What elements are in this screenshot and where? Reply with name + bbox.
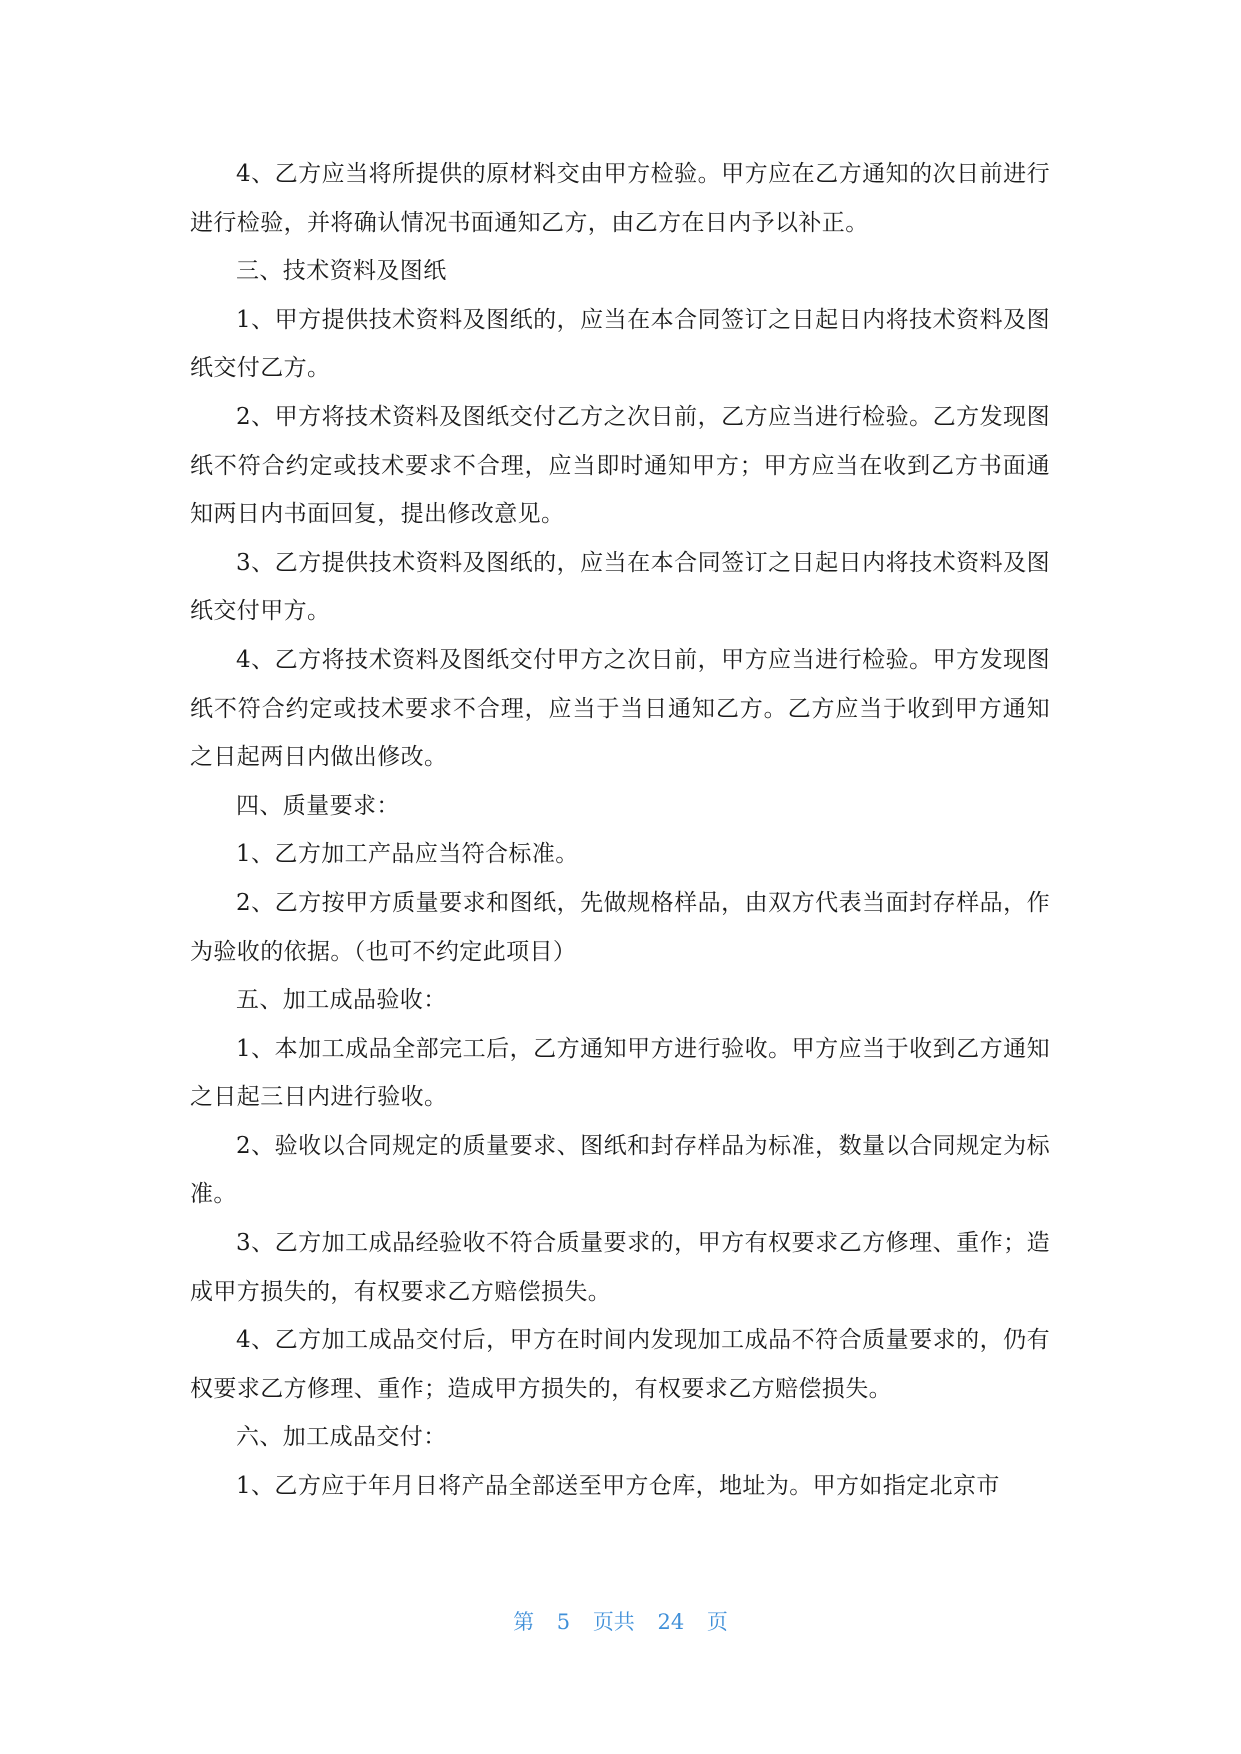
footer-suffix: 页 — [706, 1610, 728, 1634]
section-heading-quality: 四、质量要求： — [236, 792, 400, 819]
paragraph-quality-standard: 1、乙方加工产品应当符合标准。 — [236, 841, 579, 868]
page-footer — [0, 1606, 1241, 1636]
document-body — [190, 150, 1050, 1511]
footer-prefix: 第 — [513, 1610, 535, 1634]
footer-page-number: 5 — [556, 1610, 571, 1634]
paragraph-post-delivery-defects: 4、乙方加工成品交付后，甲方在时间内发现加工成品不符合质量要求的，仍有权要求乙方修理、重作；造成甲方损失的，有权要求乙方赔偿损失。 — [190, 1327, 1050, 1402]
paragraph-party-a-provides-drawings: 1、甲方提供技术资料及图纸的，应当在本合同签订之日起日内将技术资料及图纸交付乙方。 — [190, 306, 1050, 382]
paragraph-acceptance-notice: 1、本加工成品全部完工后，乙方通知甲方进行验收。甲方应当于收到乙方通知之日起三日内进行验收。 — [190, 1035, 1050, 1111]
section-heading-delivery: 六、加工成品交付： — [236, 1424, 447, 1451]
footer-total-pages: 24 — [657, 1610, 685, 1634]
section-heading-acceptance: 五、加工成品验收： — [236, 987, 447, 1014]
paragraph-quality-samples: 2、乙方按甲方质量要求和图纸，先做规格样品，由双方代表当面封存样品，作为验收的依据。（也可不约定此项目） — [190, 889, 1050, 965]
paragraph-acceptance-failure: 3、乙方加工成品经验收不符合质量要求的，甲方有权要求乙方修理、重作；造成甲方损失的，有权要求乙方赔偿损失。 — [190, 1230, 1050, 1305]
footer-middle: 页共 — [592, 1610, 635, 1634]
paragraph-party-b-provides-drawings: 3、乙方提供技术资料及图纸的，应当在本合同签订之日起日内将技术资料及图纸交付甲方。 — [190, 549, 1050, 625]
paragraph-raw-material-inspection: 4、乙方应当将所提供的原材料交由甲方检验。甲方应在乙方通知的次日前进行进行检验，并将确认情况书面通知乙方，由乙方在日内予以补正。 — [190, 161, 1050, 236]
paragraph-acceptance-standard: 2、验收以合同规定的质量要求、图纸和封存样品为标准，数量以合同规定为标准。 — [190, 1132, 1050, 1208]
section-heading-technical-drawings: 三、技术资料及图纸 — [236, 258, 447, 285]
paragraph-party-b-inspects-drawings: 2、甲方将技术资料及图纸交付乙方之次日前，乙方应当进行检验。乙方发现图纸不符合约定或技术要求不合理，应当即时通知甲方；甲方应当在收到乙方书面通知两日内书面回复，提出修改意见。 — [190, 403, 1050, 528]
paragraph-delivery-date: 1、乙方应于年月日将产品全部送至甲方仓库，地址为。甲方如指定北京市 — [236, 1473, 1000, 1500]
paragraph-party-a-inspects-drawings: 4、乙方将技术资料及图纸交付甲方之次日前，甲方应当进行检验。甲方发现图纸不符合约定或技术要求不合理，应当于当日通知乙方。乙方应当于收到甲方通知之日起两日内做出修改。 — [190, 646, 1050, 771]
